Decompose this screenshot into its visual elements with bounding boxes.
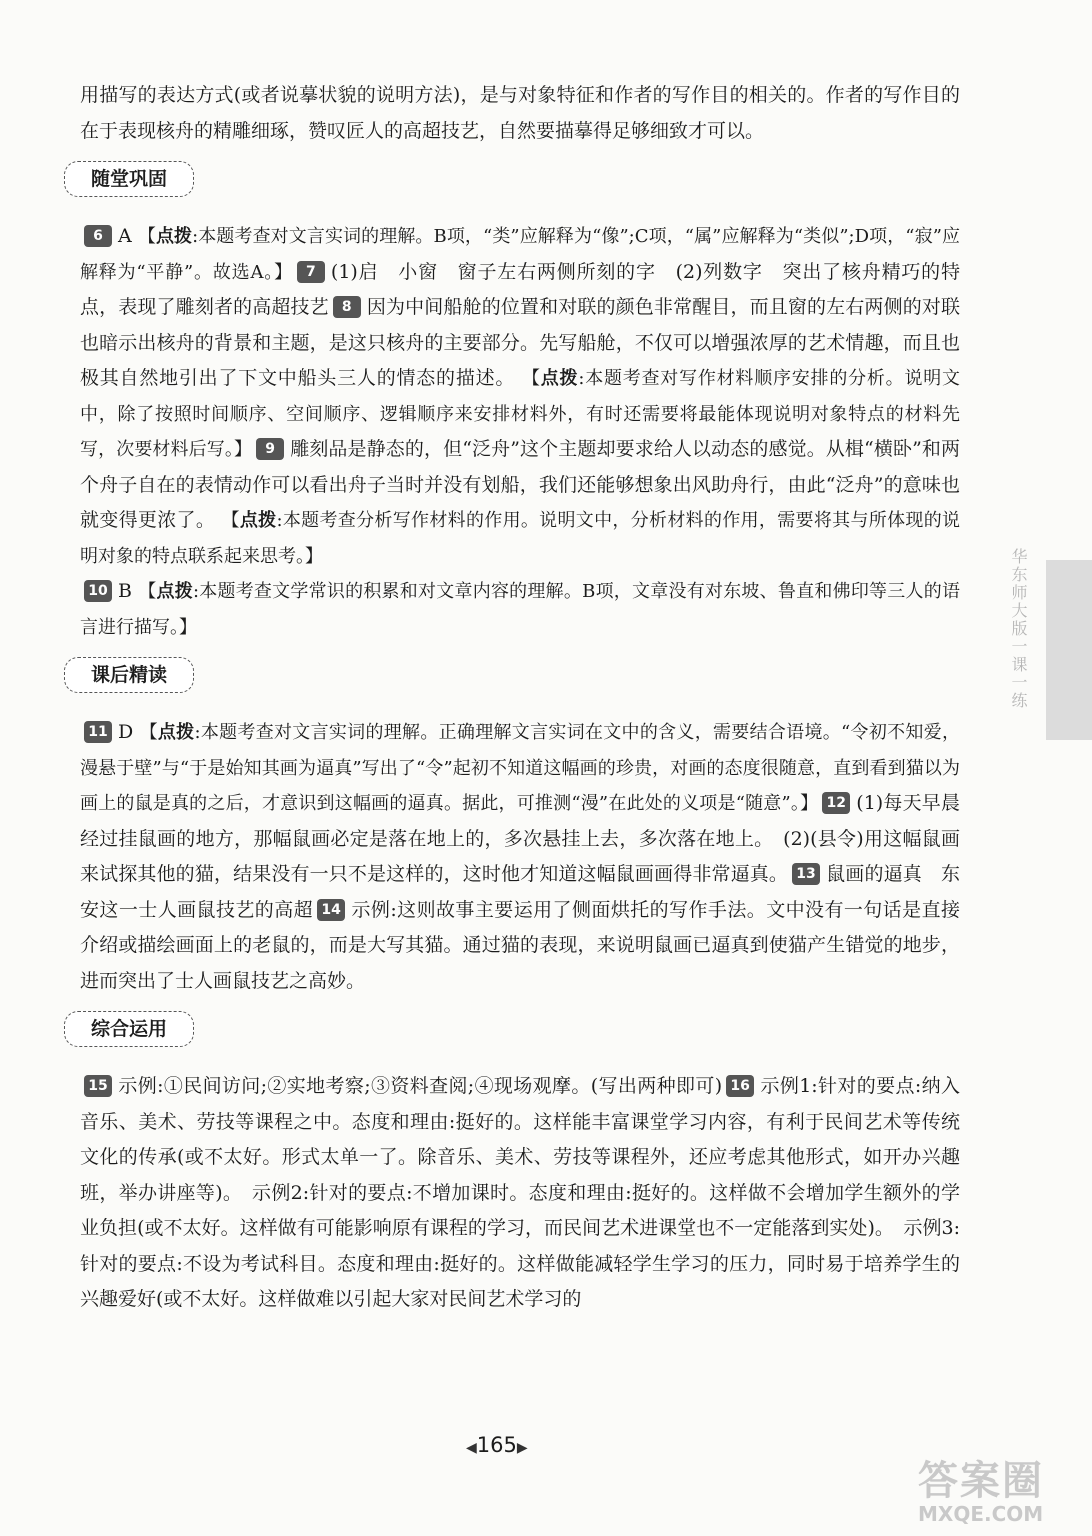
question-number-badge: 12 (822, 792, 850, 814)
tip-label: 点拨 (156, 581, 193, 602)
answer-text: 示例:①民间访问;②实地考察;③资料查阅;④现场观摩。(写出两种即可) (118, 1075, 723, 1097)
tip-text: :本题考查分析写作材料的作用。说明文中，分析材料的作用，需要将其与所体现的说明对象的特点联系起来思考。】 (80, 510, 961, 567)
answer-text: 鼠画的逼真 东安这一士人画鼠技艺的高超 (80, 863, 960, 921)
question-number-badge: 9 (256, 438, 284, 460)
tip-text: 【 (139, 722, 158, 743)
tip-text: :本题考查对文言实词的理解。B项，“类”应解释为“像”;C项，“属”应解释为“类似”;D项，“寂”应解释为“平静”。故选A。】 (80, 226, 960, 283)
tip-text: :本题考查文学常识的积累和对文章内容的理解。B项，文章没有对东坡、鲁直和佛印等三人的语言进行描写。】 (80, 581, 960, 638)
question-number-badge: 13 (792, 863, 820, 885)
question-number-badge: 16 (726, 1075, 754, 1097)
answer-text: 雕刻品是静态的，但“泛舟”这个主题却要求给人以动态的感觉。从楫“横卧”和两个舟子自在的表情动作可以看出舟子当时并没有划船，我们还能够想象出风助舟行，由此“泛舟”的意味也就变得更浓了。 (80, 438, 960, 531)
side-tab-bar (1046, 560, 1092, 740)
sections-container (80, 155, 960, 1318)
next-arrow-icon: ▶ (516, 1440, 528, 1456)
page-content (80, 78, 960, 1318)
answer-paragraph (80, 1069, 960, 1318)
section-title: 随堂巩固 (64, 161, 194, 197)
question-number-badge: 10 (84, 580, 112, 602)
tip-label: 点拨 (239, 510, 277, 531)
page-number (466, 1433, 528, 1457)
answer-text: (1)启 小窗 窗子左右两侧所刻的字 (2)列数字 突出了核舟精巧的特点，表现了雕刻者的高超技艺 (80, 260, 960, 318)
question-number-badge: 7 (297, 261, 325, 283)
tip-text: 【 (138, 581, 157, 602)
answer-paragraph (80, 715, 960, 999)
tip-text: :本题考查对写作材料顺序安排的分析。说明文中，除了按照时间顺序、空间顺序、逻辑顺序来安排材料外，有时还需要将最能体现说明对象特点的材料先写，次要材料后写。】 (80, 368, 961, 460)
answer-text: 因为中间船舱的位置和对联的颜色非常醒目，而且窗的左右两侧的对联也暗示出核舟的背景和主题，是这只核舟的主要部分。先写船舱，不仅可以增强浓厚的艺术情趣，而且也极其自然地引出了下文中船头三人的情态的描述。 (80, 296, 960, 389)
answer-paragraph (80, 574, 960, 645)
answer-text: 示例:这则故事主要运用了侧面烘托的写作手法。文中没有一句话是直接介绍或描绘画面上的老鼠的，而是大写其猫。通过猫的表现，来说明鼠画已逼真到使猫产生错觉的地步，进而突出了士人画鼠技艺之高妙。 (80, 898, 960, 992)
intro-paragraph: 用描写的表达方式(或者说摹状貌的说明方法)，是与对象特征和作者的写作目的相关的。作者的写作目的在于表现核舟的精雕细琢，赞叹匠人的高超技艺，自然要描摹得足够细致才可以。 (80, 84, 960, 142)
tip-label: 点拨 (540, 368, 579, 389)
question-number-badge: 8 (333, 296, 361, 318)
prev-arrow-icon: ◀ (466, 1440, 477, 1456)
answer-text: (1)每天早晨经过挂鼠画的地方，那幅鼠画必定是落在地上的，多次悬挂上去，多次落在地上。 (2)(县令)用这幅鼠画来试探其他的猫，结果没有一只不是这样的，这时他才知道这幅鼠画画得非常逼真。 (80, 792, 960, 885)
tip-text: 【 (221, 510, 240, 531)
section-title: 课后精读 (64, 657, 194, 693)
page-number-value: 165 (476, 1433, 517, 1457)
answer-text: B (118, 580, 139, 602)
tip-text: 【 (137, 226, 156, 247)
question-number-badge: 11 (84, 721, 112, 743)
tip-text: 【 (522, 368, 541, 389)
answer-paragraph (80, 219, 960, 574)
watermark-line2: MXQE.COM (918, 1502, 1044, 1526)
watermark-logo (918, 1460, 1092, 1536)
watermark-line1: 答案圈 (918, 1458, 1044, 1504)
tip-label: 点拨 (157, 722, 195, 743)
side-series-label: 华东师大版一课一练 (1009, 548, 1028, 710)
tip-text: :本题考查对文言实词的理解。正确理解文言实词在文中的含义，需要结合语境。“令初不知爱，漫悬于壁”与“于是始知其画为逼真”写出了“令”起初不知道这幅画的珍贵，对画的态度很随意，直到看到猫以为画上的鼠是真的之后，才意识到这幅画的逼真。据此，可推测“漫”在此处的义项是“随意”。】 (80, 722, 961, 814)
tip-label: 点拨 (155, 226, 193, 247)
section-header (80, 1005, 960, 1057)
section-header (80, 155, 960, 207)
question-number-badge: 15 (84, 1075, 112, 1097)
question-number-badge: 14 (317, 899, 345, 921)
section-title: 综合运用 (64, 1011, 194, 1047)
section-header (80, 651, 960, 703)
question-number-badge: 6 (84, 225, 112, 247)
answer-text: A (118, 225, 138, 247)
answer-text: 示例1:针对的要点:纳入音乐、美术、劳技等课程之中。态度和理由:挺好的。这样能丰富课堂学习内容，有利于民间艺术等传统文化的传承(或不太好。形式太单一了。除音乐、美术、劳技等课程外，还应考虑其他形式，如开办兴趣班，举办讲座等)。 示例2:针对的要点:不增加课时。态度和理由:挺好的。这样做不会增加学生额外的学业负担(或不太好。这样做有可能影响原有课程的学习，而民间艺术进课堂也不一定能落到实处)。 示例3:针对的要点:不设为考试科目。态度和理由:挺好的。这样做能减轻学生学习的压力，同时易于培养学生的兴趣爱好(或不太好。这样做难以引起大家对民间艺术学习的 (80, 1075, 960, 1310)
answer-text: D (118, 721, 140, 743)
